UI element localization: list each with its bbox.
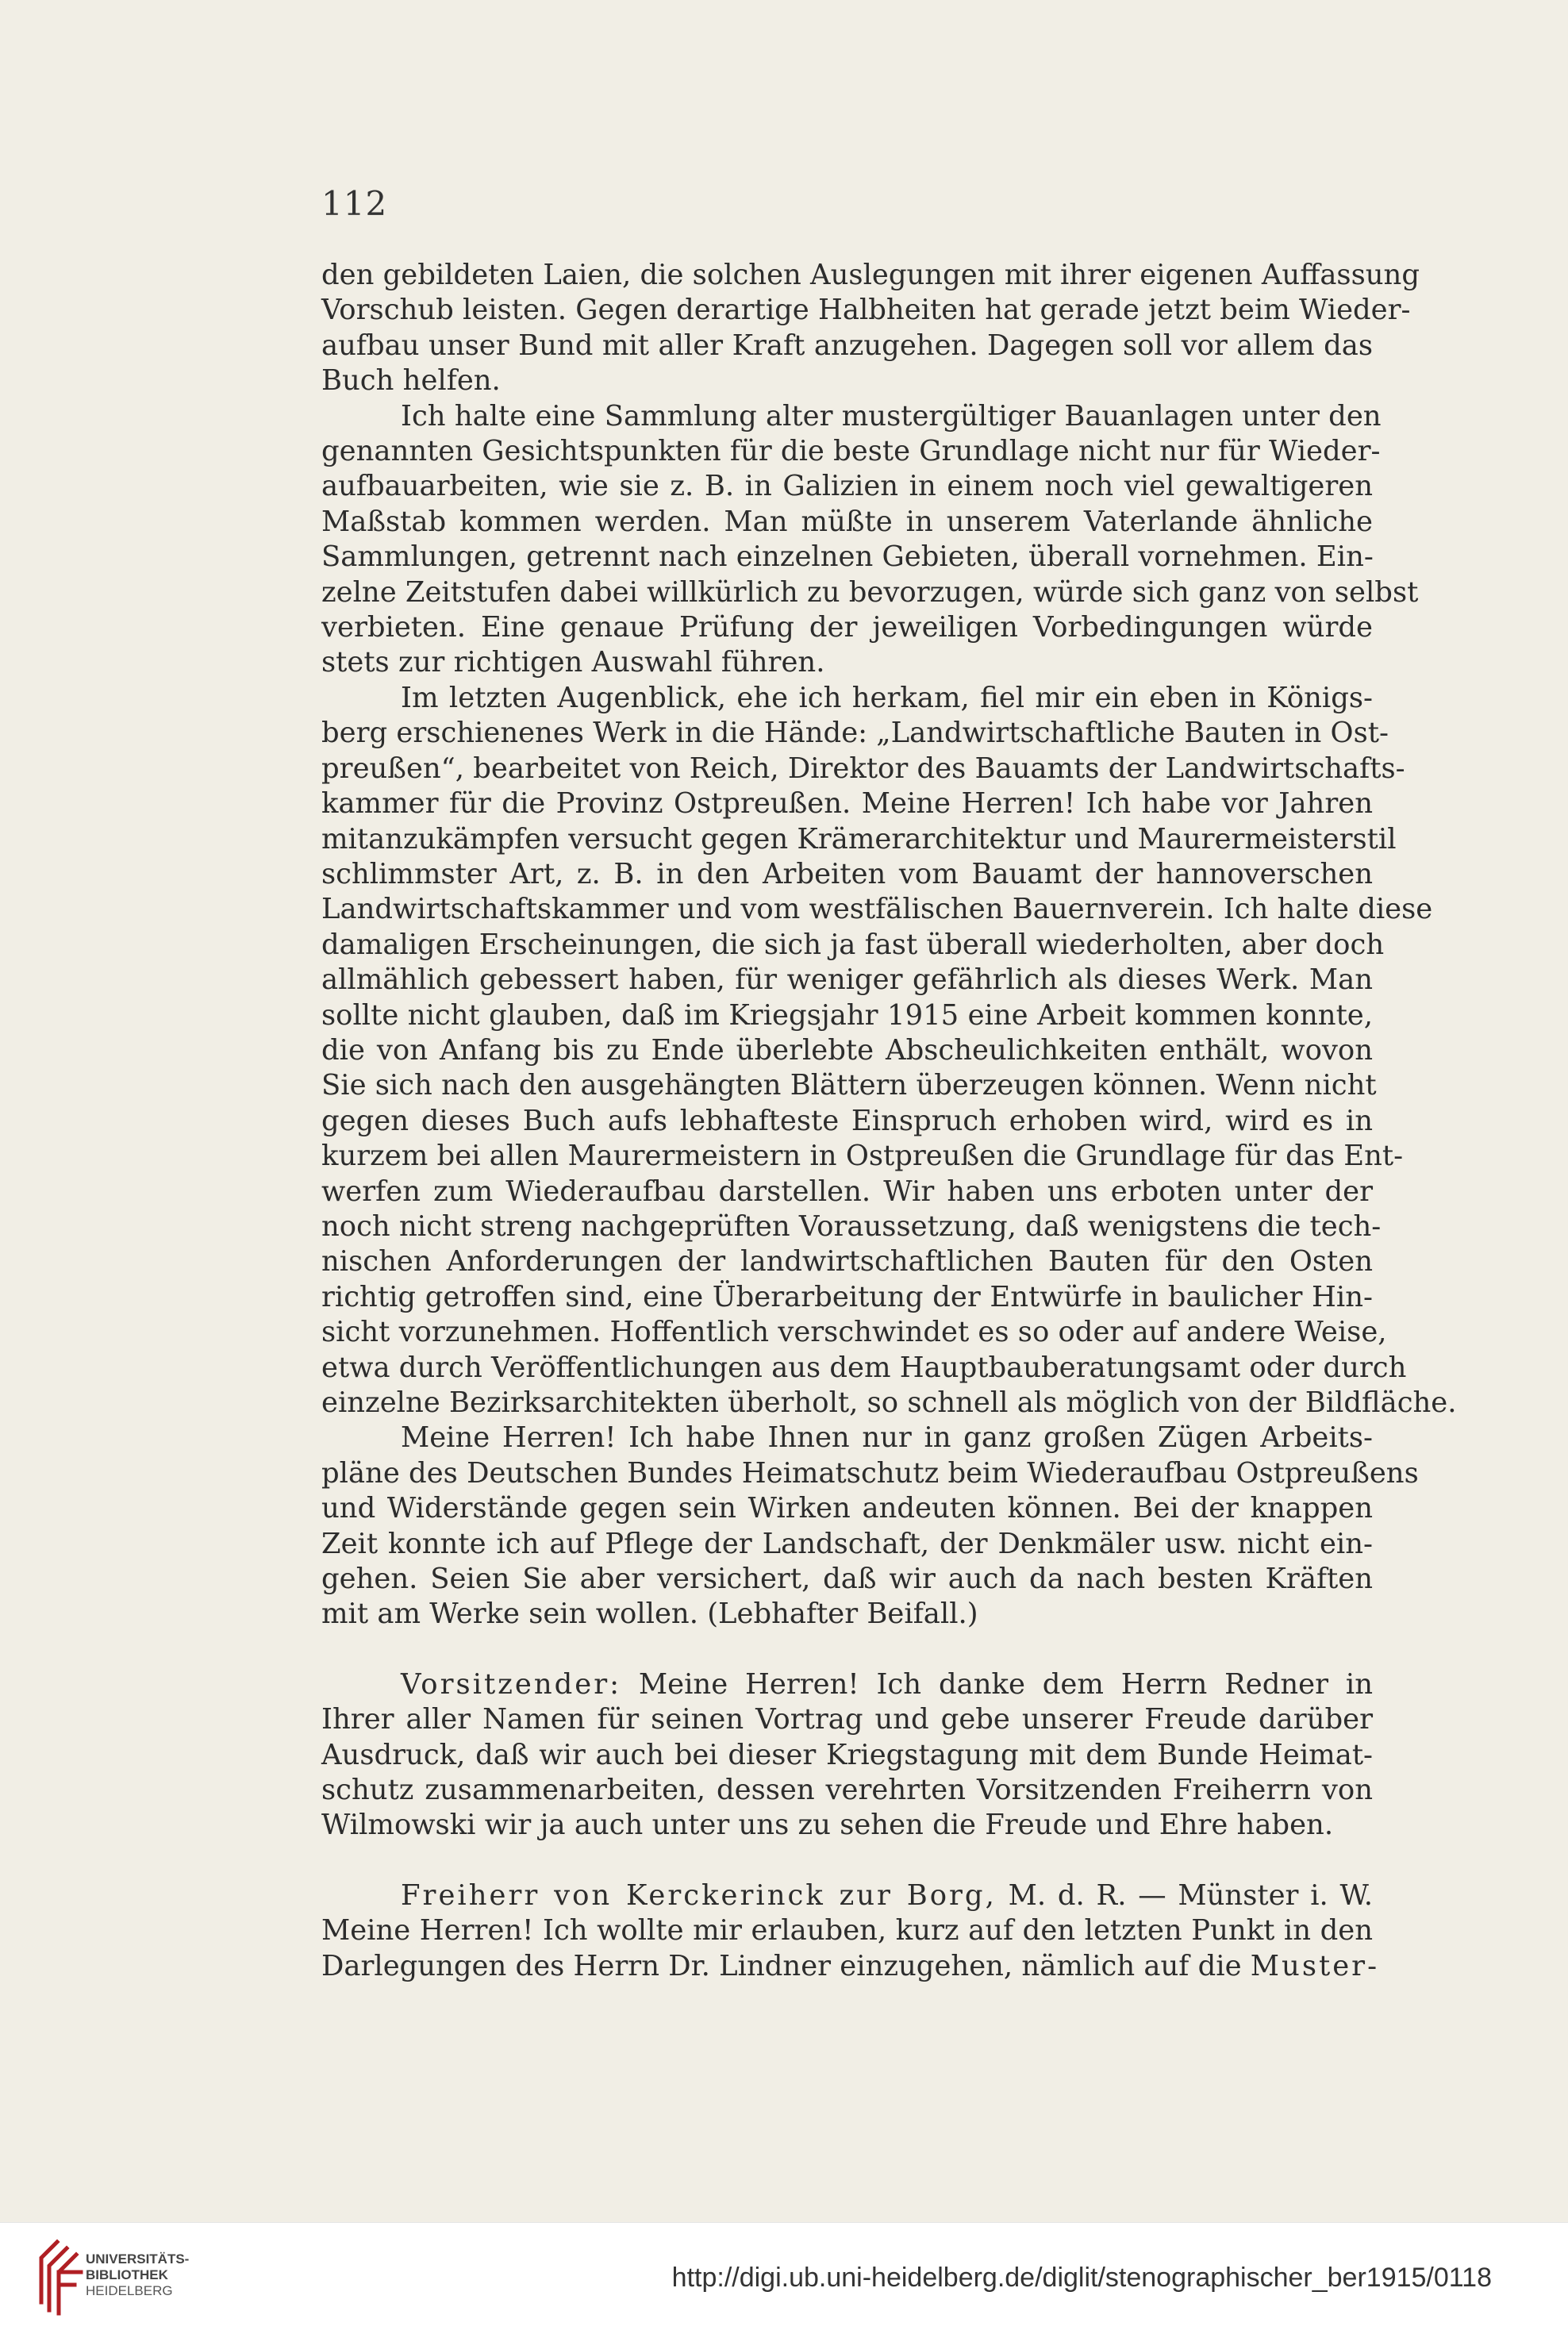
text-line: Ihrer aller Namen für seinen Vortrag und gebe unserer Freude darüber — [321, 1703, 1373, 1736]
text-line: richtig getroffen sind, eine Überarbeitung der Entwürfe in baulicher Hin- — [321, 1280, 1373, 1313]
text-line: schutz zusammenarbeiten, dessen verehrten Vorsitzenden Freiherrn von — [321, 1774, 1373, 1807]
text-line — [321, 1949, 1380, 1984]
text-line: Buch helfen. — [321, 364, 501, 398]
text-line: verbieten. Eine genaue Prüfung der jeweiligen Vorbedingungen würde — [321, 611, 1373, 644]
text-line: Zeit konnte ich auf Pflege der Landschaft, der Denkmäler usw. nicht ein- — [321, 1527, 1373, 1560]
chair-paragraph — [321, 1667, 1373, 1844]
text-line: kammer für die Provinz Ostpreußen. Meine Herren! Ich habe vor Jahren — [321, 787, 1373, 821]
text-line: aufbau unser Bund mit aller Kraft anzugehen. Dagegen soll vor allem das — [321, 329, 1373, 362]
library-name — [86, 2251, 189, 2299]
text-line: Meine Herren! Ich habe Ihnen nur in ganz großen Zügen Arbeits- — [401, 1421, 1373, 1455]
speaker-name: Freiherr von Kerckerinck zur Borg, — [401, 1878, 997, 1912]
text-line: aufbauarbeiten, wie sie z. B. in Galizien in einem noch viel gewaltigeren — [321, 470, 1373, 503]
paragraph — [321, 399, 1419, 681]
text-line: preußen“, bearbeitet von Reich, Direktor des Bauamts der Landwirtschafts- — [321, 752, 1405, 785]
text-line: Vorschub leisten. Gegen derartige Halbheiten hat gerade jetzt beim Wieder- — [321, 294, 1411, 327]
paragraph — [321, 1421, 1419, 1632]
library-name-line1: UNIVERSITÄTS- — [86, 2251, 190, 2267]
text-line: Sie sich nach den ausgehängten Blättern überzeugen können. Wenn nicht — [321, 1069, 1377, 1102]
text-line: noch nicht streng nachgeprüften Voraussetzung, daß wenigstens die tech- — [321, 1209, 1382, 1243]
text-line: den gebildeten Laien, die solchen Auslegungen mit ihrer eigenen Auffassung — [321, 259, 1420, 291]
text-line: kurzem bei allen Maurermeistern in Ostpreußen die Grundlage für das Ent- — [321, 1140, 1404, 1173]
text-line: sicht vorzunehmen. Hoffentlich verschwindet es so oder auf andere Weise, — [321, 1316, 1387, 1349]
paragraph — [321, 681, 1457, 1421]
text-line — [321, 1667, 1373, 1702]
text-line: Ich halte eine Sammlung alter mustergültiger Bauanlagen unter den — [401, 399, 1382, 433]
text-line: schlimmster Art, z. B. in den Arbeiten vom Bauamt der hannoverschen — [321, 857, 1373, 890]
text-line: mit am Werke sein wollen. (Lebhafter Beifall.) — [321, 1598, 978, 1631]
text-line: berg erschienenes Werk in die Hände: „Landwirtschaftliche Bauten in Ost- — [321, 717, 1389, 750]
text-line: pläne des Deutschen Bundes Heimatschutz beim Wiederaufbau Ostpreußens — [321, 1456, 1419, 1490]
body-text — [321, 258, 1457, 1984]
library-name-line3: HEIDELBERG — [86, 2283, 173, 2298]
text-line: etwa durch Veröffentlichungen aus dem Hauptbauberatungsamt oder durch — [321, 1351, 1407, 1384]
speaker-text: Meine Herren! Ich danke dem Herrn Redner in — [621, 1667, 1373, 1701]
text-line: Im letzten Augenblick, ehe ich herkam, fiel mir ein eben in Königs- — [401, 681, 1373, 714]
text-line: Meine Herren! Ich wollte mir erlauben, kurz auf den letzten Punkt in den — [321, 1914, 1373, 1948]
text-line: Wilmowski wir ja auch unter uns zu sehen die Freude und Ehre haben. — [321, 1809, 1334, 1842]
emphasized-word: Muster- — [1250, 1949, 1380, 1982]
next-speaker-paragraph — [321, 1878, 1380, 1984]
text-line — [321, 1878, 1373, 1913]
text-fragment: Darlegungen des Herrn Dr. Lindner einzugehen, nämlich auf die — [321, 1949, 1251, 1982]
speaker-title: M. d. R. — Münster i. W. — [996, 1878, 1373, 1912]
library-name-line2: BIBLIOTHEK — [86, 2267, 168, 2282]
text-line: einzelne Bezirksarchitekten überholt, so schnell als möglich von der Bildfläche. — [321, 1386, 1457, 1419]
text-line: Maßstab kommen werden. Man müßte in unserem Vaterlande ähnliche — [321, 505, 1373, 538]
text-line: Landwirtschaftskammer und vom westfälischen Bauernverein. Ich halte diese — [321, 893, 1433, 926]
paragraph — [321, 258, 1420, 399]
text-line: Sammlungen, getrennt nach einzelnen Gebieten, überall vornehmen. Ein- — [321, 540, 1374, 574]
text-line: zelne Zeitstufen dabei willkürlich zu bevorzugen, würde sich ganz von selbst — [321, 575, 1419, 609]
text-line: die von Anfang bis zu Ende überlebte Abscheulichkeiten enthält, wovon — [321, 1033, 1373, 1067]
text-line: allmählich gebessert haben, für weniger gefährlich als dieses Werk. Man — [321, 963, 1373, 997]
text-line: gehen. Seien Sie aber versichert, daß wir auch da nach besten Kräften — [321, 1563, 1373, 1596]
text-line: mitanzukämpfen versucht gegen Krämerarchitektur und Maurermeisterstil — [321, 822, 1397, 856]
text-line: nischen Anforderungen der landwirtschaftlichen Bauten für den Osten — [321, 1245, 1373, 1279]
page-number: 112 — [321, 184, 388, 223]
text-line: stets zur richtigen Auswahl führen. — [321, 646, 825, 679]
text-line: und Widerstände gegen sein Wirken andeuten können. Bei der knappen — [321, 1492, 1373, 1525]
speaker-name: Vorsitzender: — [401, 1667, 622, 1701]
text-line: genannten Gesichtspunkten für die beste Grundlage nicht nur für Wieder- — [321, 435, 1381, 468]
text-line: Ausdruck, daß wir auch bei dieser Kriegstagung mit dem Bunde Heimat- — [321, 1738, 1373, 1771]
university-library-logo-icon — [33, 2237, 90, 2317]
text-line: werfen zum Wiederaufbau darstellen. Wir haben uns erboten unter der — [321, 1175, 1373, 1208]
text-line: gegen dieses Buch aufs lebhafteste Einspruch erhoben wird, wird es in — [321, 1104, 1373, 1137]
library-footer — [0, 2222, 1568, 2334]
text-line: damaligen Erscheinungen, die sich ja fast überall wiederholten, aber doch — [321, 928, 1385, 961]
text-line: sollte nicht glauben, daß im Kriegsjahr 1915 eine Arbeit kommen konnte, — [321, 998, 1373, 1032]
source-url-link[interactable]: http://digi.ub.uni-heidelberg.de/diglit/stenographischer_ber1915/0118 — [671, 2263, 1492, 2293]
